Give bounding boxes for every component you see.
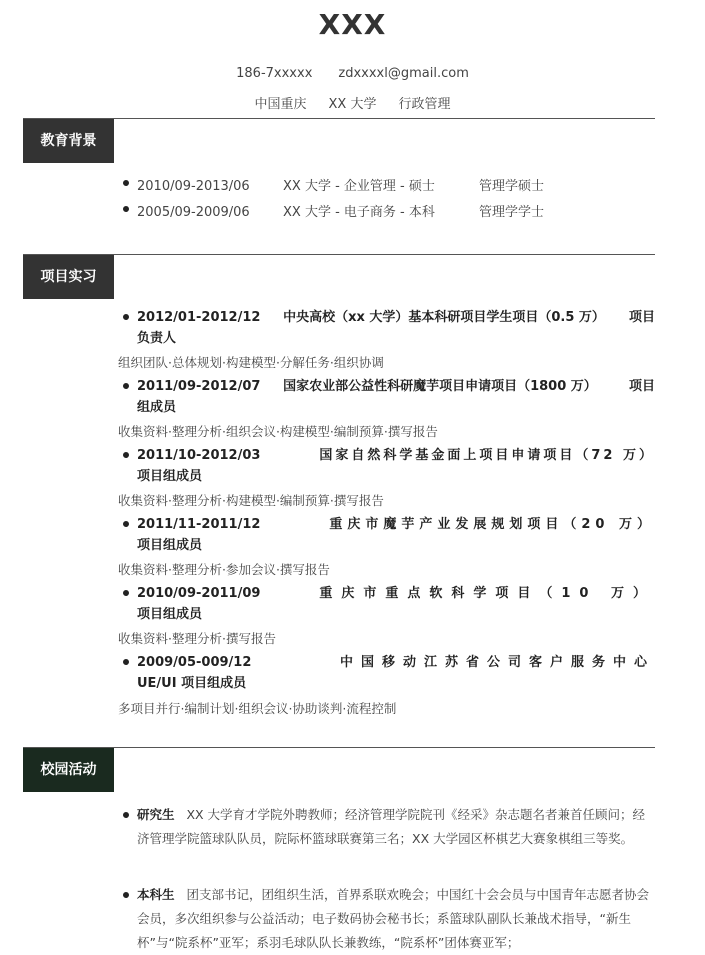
activity-text: 团支部书记，团组织生活，首界系联欢晚会；中国红十会会员与中国青年志愿者协会会员，多次组织参与公益活动；电子数码协会秘书长；系篮球队副队长兼战术指导，“新生杯”与“院系杯”亚军；系羽毛球队队长兼教练，“院系杯”团体赛亚军； xyxy=(137,887,649,950)
bullet-icon xyxy=(123,180,129,186)
activity-item xyxy=(137,803,657,851)
project-title xyxy=(137,652,655,694)
project-title xyxy=(137,514,655,556)
project-desc: 收集资料·整理分析·构建模型·编制预算·撰写报告 xyxy=(118,493,384,508)
major: 行政管理 xyxy=(398,97,451,112)
project-desc: 收集资料·整理分析·参加会议·撰写报告 xyxy=(118,562,330,577)
education-item xyxy=(137,175,544,194)
email[interactable]: zdxxxxl@gmail.com xyxy=(338,66,469,81)
bullet-icon xyxy=(123,892,129,898)
project-period: 2011/11-2011/12 xyxy=(137,517,261,532)
resume-name: XXX xyxy=(318,8,387,41)
project-period: 2011/10-2012/03 xyxy=(137,448,261,463)
bullet-icon xyxy=(123,590,129,596)
project-period: 2011/09-2012/07 xyxy=(137,379,261,394)
project-period: 2010/09-2011/09 xyxy=(137,586,261,601)
project-title xyxy=(137,445,655,487)
bullet-icon xyxy=(123,383,129,389)
edu-period: 2005/09-2009/06 xyxy=(137,205,250,220)
section-title: 教育背景 xyxy=(23,119,114,163)
project-role: 项目 xyxy=(628,310,655,325)
project-desc: 多项目并行·编制计划·组织会议·协助谈判·流程控制 xyxy=(118,701,397,716)
project-desc: 收集资料·整理分析·撰写报告 xyxy=(118,631,276,646)
education-item xyxy=(137,201,544,220)
contact-line xyxy=(0,66,705,81)
bullet-icon xyxy=(123,812,129,818)
project-period: 2012/01-2012/12 xyxy=(137,310,261,325)
project-desc: 收集资料·整理分析·组织会议·构建模型·编制预算·撰写报告 xyxy=(118,424,438,439)
project-role-cont: 项目组成员 xyxy=(137,469,203,484)
activity-label: 研究生 xyxy=(137,807,175,822)
project-name: 重庆市魔芋产业发展规划项目（20 万） xyxy=(329,517,655,532)
project-name: 国家自然科学基金面上项目申请项目（72 万） xyxy=(319,448,655,463)
phone: 186-7xxxxx xyxy=(236,66,313,81)
bullet-icon xyxy=(123,206,129,212)
project-role-cont: 组成员 xyxy=(137,400,177,415)
info-line xyxy=(0,93,705,112)
activity-text: XX 大学育才学院外聘教师；经济管理学院院刊《经采》杂志题名者兼首任顾问；经济管理学院篮球队队员，院际杯篮球联赛第三名；XX 大学园区杯棋艺大赛象棋组三等奖。 xyxy=(137,807,646,846)
edu-school: XX 大学 - 电子商务 - 本科 xyxy=(283,205,435,220)
edu-degree: 管理学硕士 xyxy=(479,179,545,194)
project-title xyxy=(137,307,655,349)
edu-degree: 管理学学士 xyxy=(479,205,545,220)
section-divider xyxy=(23,118,655,119)
bullet-icon xyxy=(123,314,129,320)
section-divider xyxy=(23,747,655,748)
project-title xyxy=(137,376,655,418)
project-role-cont: 项目组成员 xyxy=(137,607,203,622)
bullet-icon xyxy=(123,521,129,527)
activity-item xyxy=(137,883,657,955)
section-title: 校园活动 xyxy=(23,748,114,792)
project-period: 2009/05-009/12 xyxy=(137,655,252,670)
bullet-icon xyxy=(123,659,129,665)
section-title: 项目实习 xyxy=(23,255,114,299)
project-name: 重庆市重点软科学项目（10 万） xyxy=(319,586,655,601)
project-role: 项目 xyxy=(628,379,655,394)
project-role-cont: 负责人 xyxy=(137,331,177,346)
edu-period: 2010/09-2013/06 xyxy=(137,179,250,194)
location: 中国重庆 xyxy=(254,97,307,112)
project-title xyxy=(137,583,655,625)
project-desc: 组织团队·总体规划·构建模型·分解任务·组织协调 xyxy=(118,355,384,370)
activity-label: 本科生 xyxy=(137,887,175,902)
section-divider xyxy=(23,254,655,255)
project-name: 中央高校（xx 大学）基本科研项目学生项目（0.5 万） xyxy=(283,310,605,325)
project-name: 中国移动江苏省公司客户服务中心 xyxy=(339,655,655,670)
bullet-icon xyxy=(123,452,129,458)
project-name: 国家农业部公益性科研魔芋项目申请项目（1800 万） xyxy=(283,379,597,394)
school: XX 大学 xyxy=(328,97,377,112)
project-role-cont: 项目组成员 xyxy=(137,538,203,553)
project-role-cont: UE/UI 项目组成员 xyxy=(137,676,247,691)
edu-school: XX 大学 - 企业管理 - 硕士 xyxy=(283,179,435,194)
